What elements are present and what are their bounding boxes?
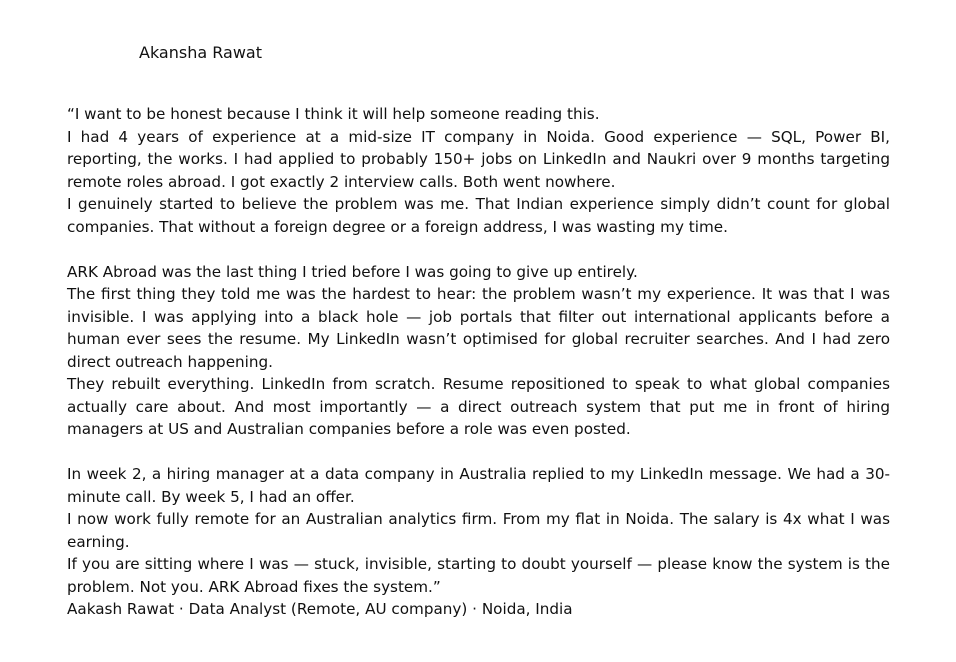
author-header: Akansha Rawat <box>139 43 262 62</box>
testimonial-paragraph: The first thing they told me was the hardest to hear: the problem wasn’t my experience. It was that I was invisible. I was applying into a black hole — job portals that filter out international applicants before a human ever sees the resume. My LinkedIn wasn’t optimised for global recruiter searches. And I had zero direct outreach happening. <box>67 285 890 371</box>
testimonial-body <box>67 103 890 621</box>
testimonial-paragraph: I had 4 years of experience at a mid-size IT company in Noida. Good experience — SQL, Power BI, reporting, the works. I had applied to probably 150+ jobs on LinkedIn and Naukri over 9 months targeting remote roles abroad. I got exactly 2 interview calls. Both went nowhere. <box>67 127 890 191</box>
testimonial-paragraph: If you are sitting where I was — stuck, invisible, starting to doubt yourself — please know the system is the problem. Not you. ARK Abroad fixes the system.” <box>67 555 890 596</box>
testimonial-paragraph: “I want to be honest because I think it will help someone reading this. <box>67 105 600 123</box>
testimonial-paragraph: In week 2, a hiring manager at a data company in Australia replied to my LinkedIn message. We had a 30-minute call. By week 5, I had an offer. <box>67 465 890 506</box>
testimonial-signature: Aakash Rawat · Data Analyst (Remote, AU company) · Noida, India <box>67 600 573 618</box>
testimonial-paragraph: I now work fully remote for an Australian analytics firm. From my flat in Noida. The salary is 4x what I was earning. <box>67 510 890 551</box>
paragraph-spacer <box>67 441 890 464</box>
paragraph-spacer <box>67 238 890 261</box>
testimonial-paragraph: ARK Abroad was the last thing I tried before I was going to give up entirely. <box>67 262 638 281</box>
testimonial-paragraph: They rebuilt everything. LinkedIn from scratch. Resume repositioned to speak to what global companies actually care about. And most importantly — a direct outreach system that put me in front of hiring managers at US and Australian companies before a role was even posted. <box>67 375 890 438</box>
testimonial-paragraph: I genuinely started to believe the problem was me. That Indian experience simply didn’t count for global companies. That without a foreign degree or a foreign address, I was wasting my time. <box>67 195 890 236</box>
